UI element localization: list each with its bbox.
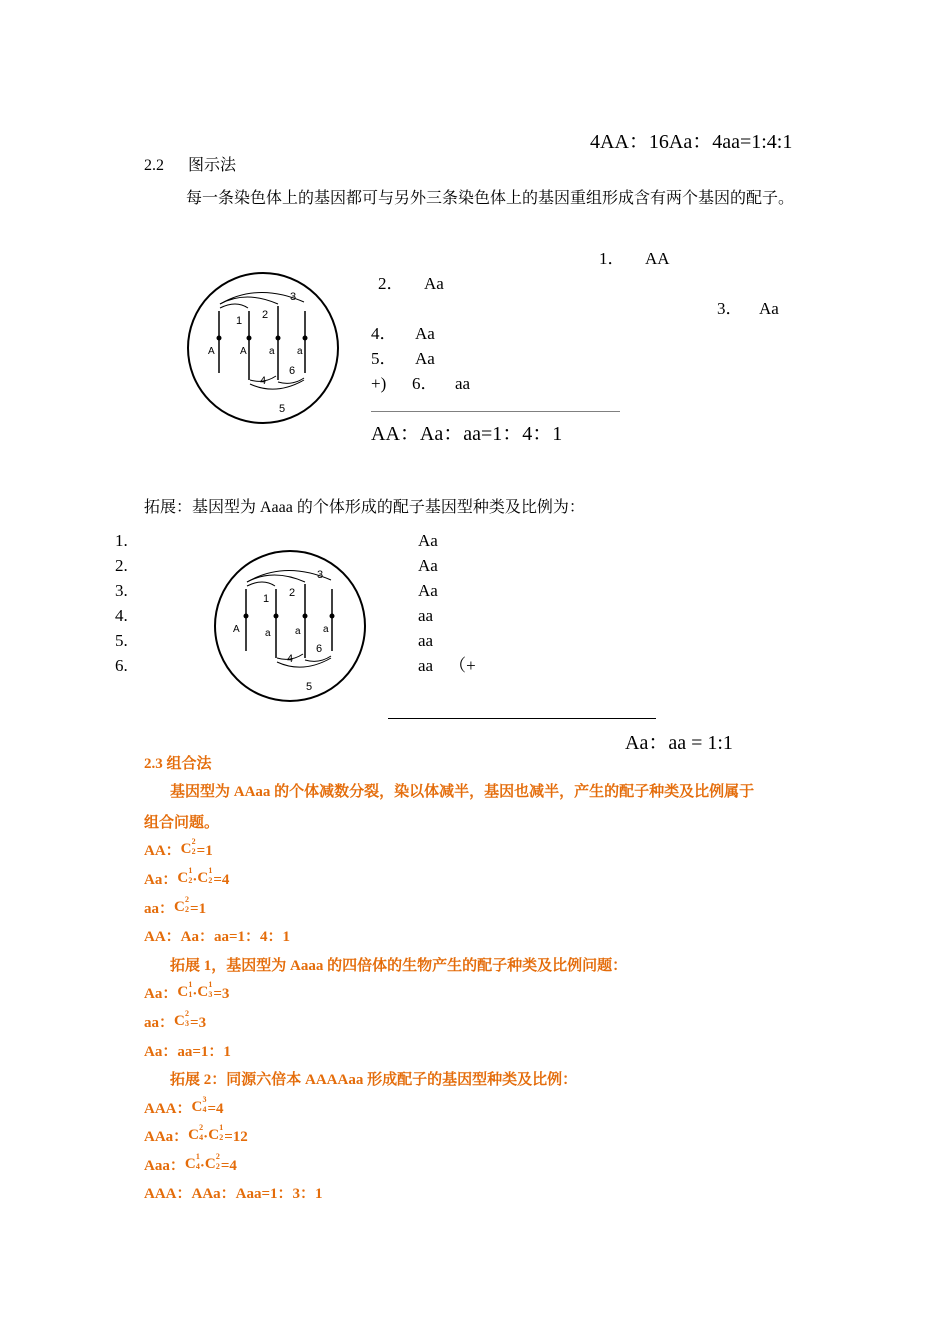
centromere [276, 336, 281, 341]
formula-prefix: AAa： [144, 1129, 189, 1145]
item-number: 1． [599, 249, 625, 268]
arc-label: 1 [236, 315, 243, 327]
multiply-dot: · [192, 872, 198, 888]
arc-2 [247, 582, 275, 586]
list-item [371, 369, 470, 394]
formula-value: =4 [213, 872, 230, 888]
arc-label: 4 [260, 375, 267, 387]
combination-symbol: C 2 2 [180, 837, 196, 857]
extension-title: 拓展：基因型为 Aaaa 的个体形成的配子基因型种类及比例为： [144, 499, 585, 516]
formula-value: =12 [224, 1129, 248, 1145]
formula-Aa [144, 868, 229, 889]
ext-value: Aa [418, 531, 438, 550]
ext-number: 1. [115, 531, 128, 550]
arc-1 [247, 575, 305, 582]
formula-prefix: AA： [144, 843, 181, 859]
list-item [371, 319, 435, 344]
gene-label: a [323, 624, 329, 635]
combination-symbol: C 3 4 [191, 1095, 207, 1115]
ext-number: 6. [115, 656, 128, 675]
combination-symbol: C 1 2 [208, 1123, 224, 1143]
formula-value: =1 [190, 901, 207, 917]
extension-numbers [115, 528, 128, 678]
centromere [303, 614, 308, 619]
formula-value: =1 [196, 843, 213, 859]
formula-prefix: AAA： [144, 1101, 192, 1117]
centromere [244, 614, 249, 619]
gene-label: A [233, 624, 240, 635]
item-number: 5． [371, 349, 397, 368]
formula-prefix: Aa： [144, 986, 178, 1002]
formula-prefix: aa： [144, 1015, 175, 1031]
gene-label: a [269, 346, 275, 357]
gene-label: A [240, 346, 247, 357]
item-number: 6． [412, 374, 438, 393]
ext-number: 3. [115, 581, 128, 600]
extension2-title: 拓展 2：同源六倍本 AAAAaa 形成配子的基因型种类及比例： [170, 1072, 578, 1088]
formula-value: =4 [220, 1158, 237, 1174]
item-value: Aa [424, 274, 444, 293]
formula-prefix: Aaa： [144, 1158, 185, 1174]
ext-value: Aa [418, 581, 438, 600]
arc-label: 5 [306, 681, 313, 693]
item-number: 4． [371, 324, 397, 343]
arc-2 [220, 304, 248, 308]
arc-1 [220, 297, 278, 304]
item-value: AA [645, 249, 670, 268]
arc-label: 5 [279, 403, 286, 415]
formula-aa [144, 897, 206, 918]
intro-paragraph: 每一条染色体上的基因都可与另外三条染色体上的基因重组形成含有两个基因的配子。 [186, 190, 795, 207]
centromere [330, 614, 335, 619]
extension-values [418, 528, 476, 678]
item-value: Aa [415, 324, 435, 343]
formula-AAa [144, 1125, 248, 1146]
section-heading-2-3: 2.3 组合法 [144, 756, 212, 772]
arc-label: 2 [262, 309, 269, 321]
heading-number: 2.2 [144, 157, 164, 174]
formula-ext1-aa [144, 1011, 206, 1032]
centromere [217, 336, 222, 341]
combination-symbol: C 1 4 [184, 1152, 200, 1172]
list-item [599, 244, 670, 269]
chromosome-diagram-1 [186, 268, 340, 428]
formula-prefix: Aa： [144, 872, 178, 888]
combination-symbol: C 1 3 [197, 980, 213, 1000]
arc-label: 3 [317, 569, 324, 581]
list-item [371, 344, 435, 369]
formula-value: =3 [190, 1015, 207, 1031]
multiply-dot: · [199, 1158, 205, 1174]
item-value: Aa [415, 349, 435, 368]
ext-number: 5. [115, 631, 128, 650]
gene-label: A [208, 346, 215, 357]
top-ratio: 4AA：16Aa：4aa=1:4:1 [590, 131, 793, 153]
gene-label: a [297, 346, 303, 357]
chromosome-diagram-2 [213, 546, 367, 706]
item-value: Aa [759, 299, 779, 318]
centromere [303, 336, 308, 341]
gene-label: a [295, 626, 301, 637]
combination-symbol: C 1 2 [177, 866, 193, 886]
section23-paragraph-line1: 基因型为 AAaa 的个体减数分裂，染以体减半，基因也减半，产生的配子种类及比例属于 [170, 784, 755, 800]
gene-label: a [265, 628, 271, 639]
ext-number: 4. [115, 606, 128, 625]
item-value: aa [455, 374, 471, 393]
combination-symbol: C 2 2 [204, 1152, 220, 1172]
ratio-line-2: Aa：aa=1：1 [144, 1044, 231, 1060]
item-number: 2． [378, 274, 404, 293]
section23-paragraph-line2: 组合问题。 [144, 815, 220, 831]
extension1-title: 拓展 1，基因型为 Aaaa 的四倍体的生物产生的配子种类及比例问题： [170, 958, 628, 974]
formula-value: =4 [207, 1101, 224, 1117]
combination-symbol: C 2 2 [174, 895, 190, 915]
formula-Aaa [144, 1154, 237, 1175]
plus-sign: +) [371, 374, 387, 393]
multiply-dot: · [203, 1129, 209, 1145]
multiply-dot: · [192, 986, 198, 1002]
arc-label: 6 [289, 365, 296, 377]
combination-symbol: C 1 1 [177, 980, 193, 1000]
item-number: 3． [717, 299, 743, 318]
combination-symbol: C 1 2 [197, 866, 213, 886]
combination-symbol: C 2 3 [174, 1009, 190, 1029]
list-item [717, 294, 779, 319]
section-heading-2-2 [144, 152, 236, 175]
ext-value: aa [418, 656, 434, 675]
ext-value: aa [418, 606, 434, 625]
formula-prefix: aa： [144, 901, 175, 917]
formula-AAA [144, 1097, 224, 1118]
ext-value: Aa [418, 556, 438, 575]
arc-label: 6 [316, 643, 323, 655]
plus-sign: （+ [449, 656, 476, 675]
sum-line [371, 411, 620, 412]
ext-value: aa [418, 631, 434, 650]
ext-number: 2. [115, 556, 128, 575]
formula-ext1-Aa [144, 982, 229, 1003]
arc-label: 3 [290, 291, 297, 303]
formula-AA [144, 839, 213, 860]
result-ratio-2: Aa：aa = 1:1 [625, 732, 733, 754]
arc-label: 4 [287, 653, 294, 665]
centromere [274, 614, 279, 619]
arc-label: 1 [263, 593, 270, 605]
ratio-line-3: AAA：AAa：Aaa=1：3：1 [144, 1186, 323, 1202]
centromere [247, 336, 252, 341]
sum-line [388, 718, 656, 719]
formula-value: =3 [213, 986, 230, 1002]
list-item [378, 269, 444, 294]
arc-label: 2 [289, 587, 296, 599]
ratio-line-1: AA：Aa：aa=1：4：1 [144, 929, 291, 945]
combination-symbol: C 2 4 [188, 1123, 204, 1143]
heading-text: 图示法 [188, 157, 237, 174]
result-ratio-1: AA：Aa：aa=1：4：1 [371, 423, 563, 445]
